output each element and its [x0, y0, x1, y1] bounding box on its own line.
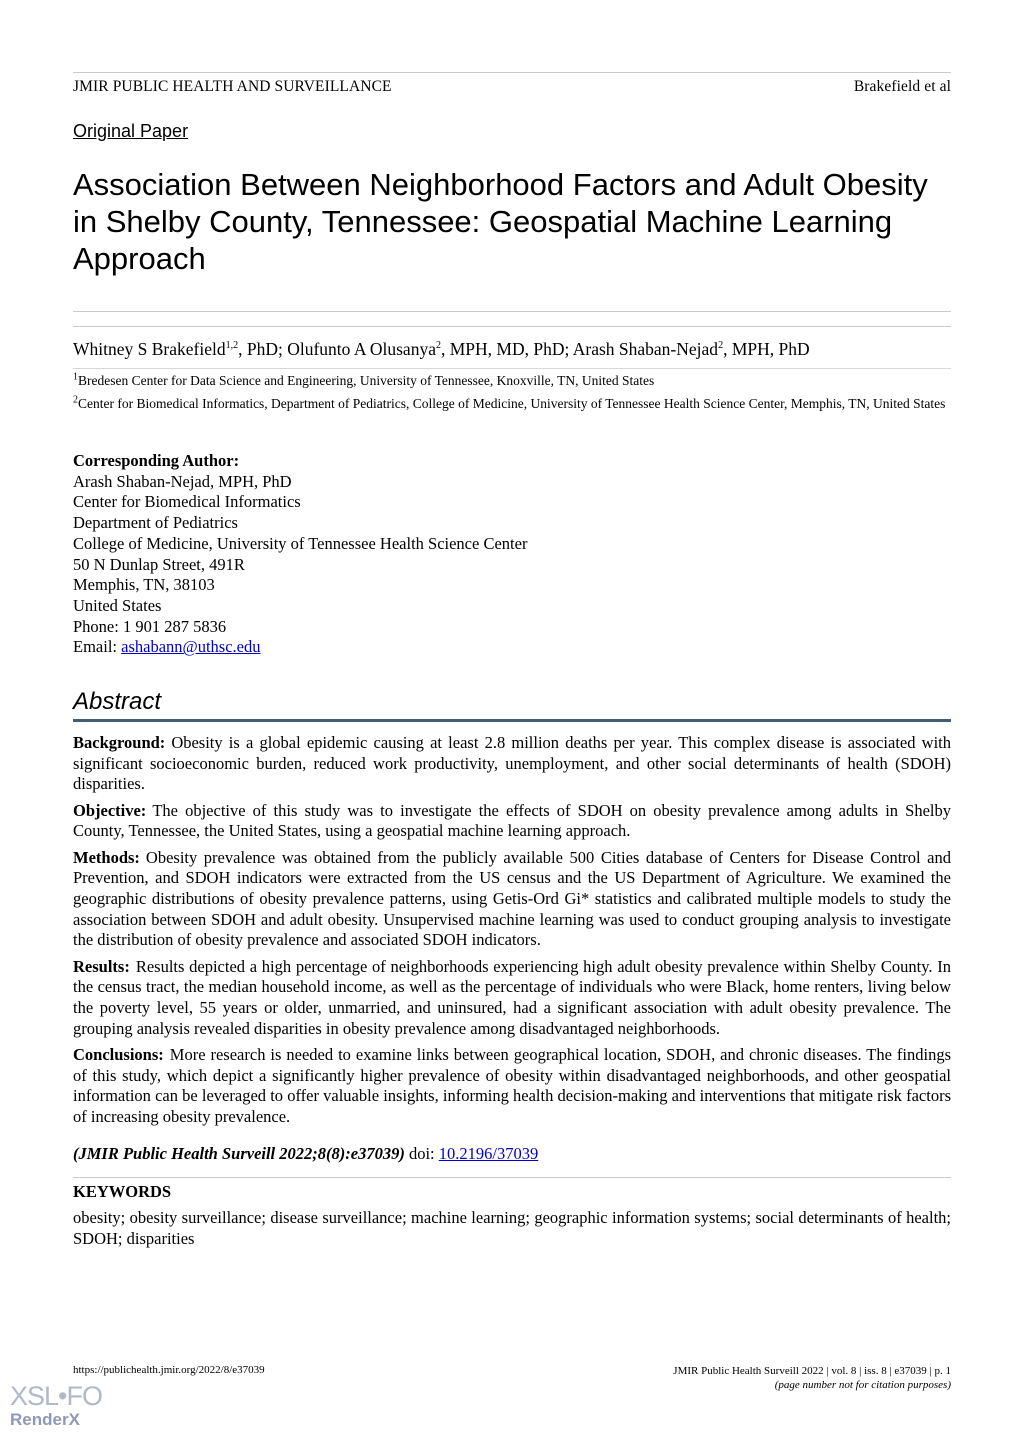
doi-label: doi:: [404, 1144, 439, 1163]
renderx-logo: [10, 1381, 102, 1430]
author-name: Olufunto A Olusanya: [287, 339, 436, 359]
paper-title: Association Between Neighborhood Factors and Adult Obesity in Shelby County, Tennessee: Geospatial Machine Learning Approach: [73, 167, 928, 276]
author-rule: [73, 368, 951, 369]
author-affil-sup: 1,2: [225, 340, 239, 352]
citation-text: (JMIR Public Health Surveill 2022;8(8):e37039): [73, 1144, 405, 1163]
author-affil-sup: 2: [718, 340, 724, 352]
section-text: Obesity prevalence was obtained from the publicly available 500 Cities database of Centers for Disease Control and Prevention, and SDOH indicators were extracted from the US census and the US Department of Agriculture. We examined the geographic distributions of obesity prevalence patterns, using Getis-Ord Gi* statistics and calibrated multiple models to study the association between SDOH and adult obesity. Unsupervised machine learning was used to conduct grouping analysis to investigate the distribution of obesity prevalence and associated SDOH indicators.: [73, 847, 951, 950]
citation-line: [73, 1144, 951, 1164]
keywords-text: obesity; obesity surveillance; disease surveillance; machine learning; geographic information systems; social determinants of health; SDOH; disparities: [73, 1208, 951, 1248]
top-rule: [73, 72, 951, 73]
email-label: Email:: [73, 637, 122, 657]
author-name: Arash Shaban-Nejad: [572, 339, 719, 359]
abstract-results: [73, 957, 951, 1040]
section-label: Background:: [73, 733, 166, 752]
xslfo-text: XSL•FO: [10, 1381, 102, 1411]
section-label: Conclusions:: [73, 1044, 164, 1064]
footer-info: [673, 1364, 951, 1392]
email-link[interactable]: ashabann@uthsc.edu: [121, 637, 261, 657]
abstract-heading: Abstract: [73, 688, 162, 715]
corresponding-line: Department of Pediatrics: [73, 513, 238, 533]
corresponding-line: Memphis, TN, 38103: [73, 575, 215, 595]
running-author: Brakefield et al: [853, 78, 951, 95]
corresponding-author: [73, 451, 951, 658]
section-label: Objective:: [73, 800, 147, 820]
footer-journal-info: JMIR Public Health Surveill 2022 | vol. 8 | iss. 8 | e37039 | p. 1: [673, 1365, 951, 1377]
abstract-conclusions: [73, 1045, 951, 1128]
renderx-text: RenderX: [10, 1410, 80, 1429]
abstract-heading-bar: [73, 719, 951, 722]
section-label: Results:: [73, 956, 130, 976]
corresponding-line: College of Medicine, University of Tennessee Health Science Center: [73, 533, 528, 553]
author-affil-sup: 2: [435, 340, 441, 352]
affiliation-number: 1: [73, 371, 78, 383]
corresponding-line: United States: [73, 595, 162, 615]
title-rule-1: [73, 311, 951, 312]
corresponding-line: 50 N Dunlap Street, 491R: [73, 554, 245, 574]
corresponding-line: Phone: 1 901 287 5836: [73, 616, 227, 636]
abstract-objective: [73, 801, 951, 842]
author-name: Whitney S Brakefield: [73, 339, 226, 359]
affiliation-number: 2: [73, 394, 78, 406]
corresponding-heading: Corresponding Author:: [73, 451, 240, 470]
section-text: Obesity is a global epidemic causing at least 2.8 million deaths per year. This complex disease is associated with significant socioeconomic burden, reduced work productivity, unemployment, and other social determinants of health (SDOH) disparities.: [73, 733, 951, 794]
section-text: More research is needed to examine links between geographical location, SDOH, and chronic diseases. The findings of this study, which depict a significantly higher prevalence of obesity within disadvantaged neighborhoods, and other geospatial information can be leveraged to offer valuable insights, informing health decision-making and interventions that mitigate risk factors of increasing obesity prevalence.: [73, 1044, 951, 1126]
section-text: The objective of this study was to investigate the effects of SDOH on obesity prevalence among adults in Shelby County, Tennessee, the United States, using a geospatial machine learning approach.: [73, 800, 951, 841]
corresponding-line: Arash Shaban-Nejad, MPH, PhD: [73, 471, 292, 491]
affiliations: [73, 372, 951, 418]
author-degrees: , MPH, MD, PhD;: [440, 339, 573, 359]
paper-type: Original Paper: [73, 121, 189, 141]
affiliation-text: Center for Biomedical Informatics, Department of Pediatrics, College of Medicine, University of Tennessee Health Science Center, Memphis, TN, United States: [78, 396, 946, 411]
footer-url: https://publichealth.jmir.org/2022/8/e37039: [73, 1364, 265, 1376]
journal-name: JMIR PUBLIC HEALTH AND SURVEILLANCE: [73, 78, 392, 95]
running-header: [73, 78, 951, 98]
email-line: [73, 637, 951, 658]
affiliation-2: [73, 395, 951, 413]
title-rule-2: [73, 326, 951, 327]
author-list: [73, 339, 951, 360]
abstract-methods: [73, 848, 951, 952]
section-label: Methods:: [73, 847, 140, 867]
corresponding-line: Center for Biomedical Informatics: [73, 492, 301, 512]
abstract-background: [73, 733, 951, 795]
keywords-heading: KEYWORDS: [73, 1182, 172, 1201]
affiliation-1: [73, 372, 951, 390]
doi-link[interactable]: 10.2196/37039: [438, 1144, 539, 1163]
author-degrees: , MPH, PhD: [723, 339, 810, 359]
footer-note: (page number not for citation purposes): [774, 1379, 951, 1391]
abstract-body: [73, 733, 951, 1133]
affiliation-text: Bredesen Center for Data Science and Engineering, University of Tennessee, Knoxville, TN, United States: [78, 373, 655, 388]
keywords-rule: [73, 1177, 951, 1178]
section-text: Results depicted a high percentage of neighborhoods experiencing high adult obesity prevalence within Shelby County. In the census tract, the median household income, as well as the percentage of individuals who were Black, home renters, living below the poverty level, 55 years or older, unmarried, and uninsured, had a significant association with adult obesity prevalence. The grouping analysis revealed disparities in obesity prevalence among disadvantaged neighborhoods.: [73, 956, 951, 1038]
author-degrees: , PhD;: [238, 339, 288, 359]
